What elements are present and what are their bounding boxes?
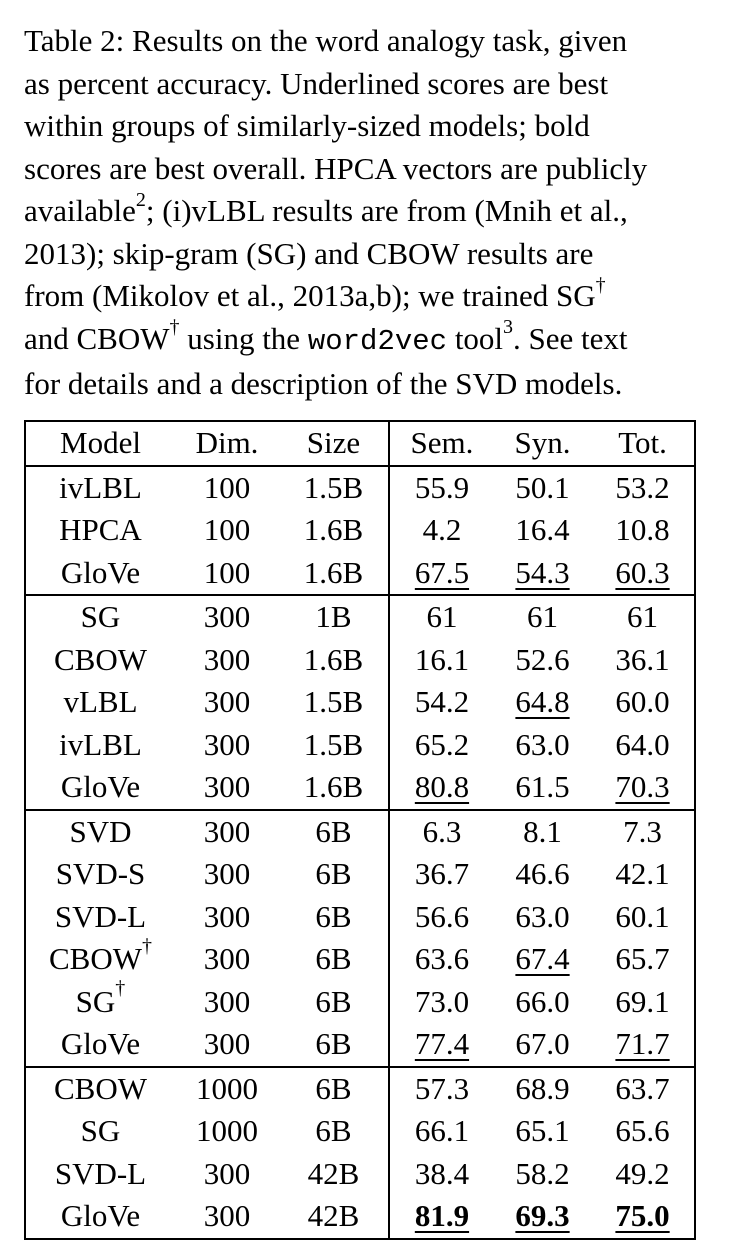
dagger-marker: †: [169, 316, 180, 339]
cell-sem: 4.2: [422, 512, 462, 548]
cell-tot: 49.2: [615, 1155, 670, 1191]
cell-size: 42B: [279, 1153, 389, 1196]
cell-dim: 300: [203, 599, 251, 635]
table-row: [25, 981, 695, 1024]
cell-model: GloVe: [25, 552, 175, 596]
cell-model: SVD-S: [55, 856, 146, 892]
cell-syn: [494, 552, 591, 596]
cell-model: SG: [80, 599, 121, 635]
caption-text: using the: [179, 320, 308, 356]
cell-tot: [591, 766, 695, 810]
cell-model: CBOW: [53, 1070, 147, 1106]
cell-sem: 36.7: [414, 856, 470, 892]
caption-line: Table 2: Results on the word analogy task, given: [24, 23, 628, 58]
footnote-marker: 3: [503, 316, 514, 339]
table-row: [25, 853, 695, 896]
dagger-marker: †: [595, 273, 606, 296]
cell-tot: 60.1: [615, 898, 670, 934]
cell-tot: [591, 552, 695, 596]
cell-size: 6B: [279, 938, 389, 981]
cell-model: SVD-L: [54, 1155, 147, 1191]
cell-model: HPCA: [59, 512, 142, 548]
cell-tot: 36.1: [615, 641, 670, 677]
cell-tot: 42.1: [615, 856, 670, 892]
cell-size: 6B: [279, 1023, 389, 1067]
cell-size: 1.6B: [279, 509, 389, 552]
cell-sem: 56.6: [414, 898, 470, 934]
table-row: [25, 1023, 695, 1067]
cell-tot: 65.6: [615, 1113, 670, 1149]
cell-model: [25, 934, 175, 981]
caption-text: and CBOW: [24, 320, 170, 356]
cell-model: SVD-L: [54, 898, 147, 934]
cell-size: 1.6B: [279, 552, 389, 596]
header-syn: Syn.: [494, 421, 591, 466]
cell-model: [25, 977, 175, 1024]
caption-line: [24, 190, 712, 233]
cell-dim: 300: [203, 856, 251, 892]
best-score: 75.0: [615, 1198, 670, 1234]
cell-syn: [494, 681, 591, 724]
cell-size: 1.5B: [279, 466, 389, 510]
underlined-score: 64.8: [515, 684, 570, 720]
cell-syn: [494, 1195, 591, 1239]
footnote-marker: 2: [135, 188, 146, 211]
cell-size: 1.6B: [279, 766, 389, 810]
cell-tot: 61: [627, 599, 659, 635]
cell-syn: 58.2: [515, 1155, 570, 1191]
caption-text: ; (i)vLBL results are from (Mnih et al.,: [145, 193, 628, 228]
cell-dim: 300: [203, 813, 251, 849]
cell-sem: 38.4: [414, 1155, 470, 1191]
cell-dim: 1000: [196, 1070, 258, 1106]
caption-line: for details and a description of the SVD models.: [24, 366, 623, 401]
cell-tot: 53.2: [615, 469, 670, 505]
cell-dim: 300: [203, 726, 251, 762]
cell-tot: 10.8: [615, 512, 670, 548]
table-row: [25, 466, 695, 510]
caption-line: [24, 275, 712, 318]
cell-tot: 60.0: [615, 684, 670, 720]
cell-dim: 300: [175, 766, 279, 810]
cell-syn: 66.0: [515, 983, 570, 1019]
caption-line: 2013); skip-gram (SG) and CBOW results are: [24, 235, 594, 271]
code-word2vec: word2vec: [307, 324, 448, 358]
dagger-marker: †: [141, 934, 152, 957]
cell-tot: 69.1: [615, 983, 670, 1019]
cell-model: ivLBL: [59, 469, 142, 505]
cell-sem: [389, 552, 494, 596]
cell-dim: 100: [175, 552, 279, 596]
best-score: 69.3: [515, 1198, 570, 1234]
cell-dim: 300: [203, 684, 251, 720]
cell-sem: 65.2: [414, 726, 470, 762]
cell-syn: 46.6: [515, 856, 570, 892]
cell-syn: 65.1: [515, 1113, 570, 1149]
cell-sem: 55.9: [414, 469, 470, 505]
table-row: [25, 1153, 695, 1196]
table-row: [25, 1195, 695, 1239]
cell-syn: 8.1: [523, 813, 562, 849]
table-row: [25, 639, 695, 682]
table-row: [25, 724, 695, 767]
underlined-score: 67.4: [515, 941, 570, 977]
underlined-score: 60.3: [615, 554, 670, 590]
caption-line: within groups of similarly-sized models; bold: [24, 108, 590, 143]
results-table: [24, 420, 696, 1240]
cell-size: 1.6B: [279, 639, 389, 682]
caption-text: . See text: [513, 320, 628, 356]
underlined-score: 67.5: [414, 554, 470, 590]
cell-syn: 61: [527, 599, 559, 635]
header-dim: Dim.: [175, 421, 279, 466]
cell-syn: 61.5: [494, 766, 591, 810]
cell-tot: [591, 1023, 695, 1067]
cell-size: 42B: [279, 1195, 389, 1239]
cell-model: vLBL: [63, 684, 138, 720]
cell-size: 6B: [279, 896, 389, 939]
cell-sem: 73.0: [414, 983, 470, 1019]
cell-model: GloVe: [25, 1023, 175, 1067]
cell-syn: 63.0: [515, 898, 570, 934]
cell-size: 1B: [279, 595, 389, 639]
cell-dim: 300: [175, 1023, 279, 1067]
table-row: [25, 938, 695, 981]
underlined-score: 80.8: [414, 769, 470, 805]
cell-syn: 52.6: [515, 641, 570, 677]
caption-text: from (Mikolov et al., 2013a,b); we trained SG: [24, 278, 596, 313]
cell-sem: [389, 766, 494, 810]
caption-line: scores are best overall. HPCA vectors are publicly: [24, 150, 648, 186]
underlined-score: 54.3: [515, 554, 570, 590]
cell-syn: 50.1: [515, 469, 570, 505]
cell-sem: 57.3: [414, 1070, 470, 1106]
cell-syn: 16.4: [515, 512, 570, 548]
table-row: [25, 509, 695, 552]
underlined-score: 70.3: [615, 769, 670, 805]
caption-text: available: [24, 193, 136, 228]
cell-dim: 1000: [196, 1113, 258, 1149]
cell-dim: 300: [203, 941, 251, 977]
cell-dim: 300: [203, 898, 251, 934]
cell-model: ivLBL: [59, 726, 142, 762]
cell-size: 1.5B: [279, 724, 389, 767]
table-header-row: [25, 421, 695, 466]
cell-tot: 7.3: [623, 813, 662, 849]
cell-sem: 66.1: [414, 1113, 470, 1149]
cell-dim: 100: [203, 512, 251, 548]
best-score: 81.9: [414, 1198, 470, 1234]
header-sem: Sem.: [389, 421, 494, 466]
cell-syn: 67.0: [494, 1023, 591, 1067]
cell-sem: 61: [426, 599, 458, 635]
cell-dim: 300: [203, 1198, 251, 1234]
cell-tot: 64.0: [615, 726, 670, 762]
cell-size: 6B: [279, 1067, 389, 1111]
cell-model: SG: [80, 1113, 121, 1149]
cell-dim: 100: [203, 469, 251, 505]
model-name: SG: [75, 983, 116, 1019]
table-row: [25, 595, 695, 639]
cell-tot: 63.7: [615, 1070, 670, 1106]
cell-dim: 300: [203, 641, 251, 677]
header-tot: Tot.: [591, 421, 695, 466]
cell-model: GloVe: [60, 1198, 141, 1234]
table-caption: [24, 20, 712, 406]
underlined-score: 71.7: [615, 1026, 670, 1062]
cell-size: 6B: [279, 810, 389, 854]
table-row: [25, 896, 695, 939]
header-size: Size: [279, 421, 389, 466]
caption-text: tool: [447, 320, 504, 356]
cell-size: 6B: [279, 1110, 389, 1153]
cell-syn: [494, 938, 591, 981]
cell-size: 6B: [279, 981, 389, 1024]
cell-tot: 65.7: [615, 941, 670, 977]
cell-sem: 63.6: [414, 941, 470, 977]
caption-line: as percent accuracy. Underlined scores are best: [24, 65, 609, 101]
table-row: [25, 810, 695, 854]
caption-line: [24, 318, 712, 364]
cell-sem: 6.3: [422, 813, 462, 849]
dagger-marker: †: [115, 977, 126, 1000]
underlined-score: 77.4: [414, 1026, 470, 1062]
cell-model: CBOW: [53, 641, 147, 677]
header-model: Model: [25, 421, 175, 466]
cell-sem: [389, 1195, 494, 1239]
cell-sem: 54.2: [414, 684, 470, 720]
cell-dim: 300: [203, 983, 251, 1019]
table-row: [25, 766, 695, 810]
cell-dim: 300: [203, 1155, 251, 1191]
cell-model: SVD: [69, 813, 132, 849]
cell-syn: 68.9: [515, 1070, 570, 1106]
cell-size: 6B: [279, 853, 389, 896]
cell-size: 1.5B: [279, 681, 389, 724]
cell-syn: 63.0: [515, 726, 570, 762]
cell-model: GloVe: [25, 766, 175, 810]
cell-sem: 16.1: [414, 641, 470, 677]
table-row: [25, 681, 695, 724]
table-row: [25, 1067, 695, 1111]
table-row: [25, 1110, 695, 1153]
cell-tot: [591, 1195, 695, 1239]
table-row: [25, 552, 695, 596]
cell-sem: [389, 1023, 494, 1067]
model-name: CBOW: [48, 941, 142, 977]
